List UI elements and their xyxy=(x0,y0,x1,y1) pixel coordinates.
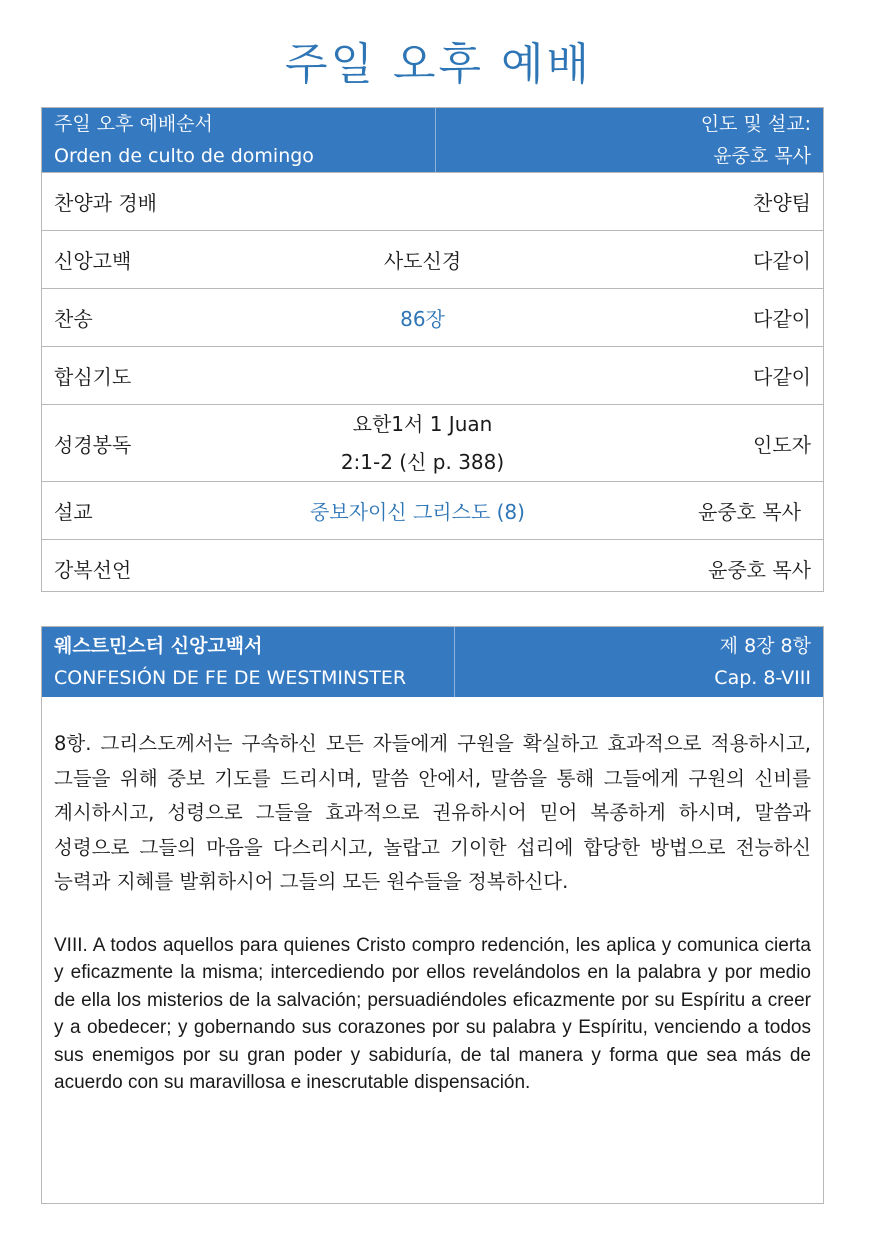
row-name: 신앙고백 xyxy=(54,249,132,273)
order-row xyxy=(42,539,823,596)
scripture-ref: 요한1서 1 Juan xyxy=(352,412,493,436)
row-name: 합심기도 xyxy=(54,365,132,389)
chapter-ko: 제 8장 8항 xyxy=(719,635,811,657)
row-name: 찬양과 경배 xyxy=(54,191,157,215)
confession-title-es: CONFESIÓN DE FE DE WESTMINSTER xyxy=(54,667,407,689)
sermon-title: 중보자이신 그리스도 (8) xyxy=(310,500,525,524)
leader-label: 인도 및 설교: xyxy=(700,113,811,135)
row-by: 다같이 xyxy=(753,307,811,331)
confession-box xyxy=(41,626,824,1204)
order-row xyxy=(42,481,823,539)
row-by: 윤중호 목사 xyxy=(708,557,811,582)
chapter-es: Cap. 8-VIII xyxy=(714,667,811,689)
row-content: 사도신경 xyxy=(383,249,462,273)
row-by: 찬양팀 xyxy=(753,191,811,215)
order-title-es: Orden de culto de domingo xyxy=(54,145,314,167)
scripture-verse: 2:1-2 (신 p. 388) xyxy=(340,450,505,474)
confession-title-ko: 웨스트민스터 신앙고백서 xyxy=(54,635,263,657)
row-by: 윤중호 목사 xyxy=(698,500,801,524)
row-content: 86장 xyxy=(400,307,445,331)
order-row xyxy=(42,346,823,404)
order-row xyxy=(42,288,823,346)
row-name: 찬송 xyxy=(54,307,93,331)
row-content xyxy=(234,405,611,481)
page-title: 주일 오후 예배 xyxy=(285,39,592,90)
row-by: 인도자 xyxy=(753,432,811,457)
row-by: 다같이 xyxy=(753,249,811,273)
row-name: 성경봉독 xyxy=(54,432,132,457)
confession-text-korean: 8항. 그리스도께서는 구속하신 모든 자들에게 구원을 확실하고 효과적으로 적용하시고, 그들을 위해 중보 기도를 드리시며, 말씀 안에서, 말씀을 통해 그들에게 구원의 신비를 계시하시고, 성령으로 그들을 효과적으로 권유하시어 믿어 복종하게 하시며, 말씀과 성령으로 그들의 마음을 다스리시고, 놀랍고 기이한 섭리에 합당한 방법으로 전능하신 능력과 지혜를 발휘하시어 그들의 모든 원수들을 정복하신다. xyxy=(54,732,811,893)
leader-name: 윤중호 목사 xyxy=(713,145,811,167)
order-row xyxy=(42,404,823,481)
confession-text-spanish: VIII. A todos aquellos para quienes Cristo compro redención, les aplica y comunica cierta y eficazmente la misma; intercediendo por ellos revelándolos en la palabra y por medio de ella los misterios de la salvación; persuadiéndoles eficazmente por su Espíritu a creer y a obedecer; y gobernando sus corazones por su palabra y Espíritu, venciendo a todos sus enemigos por su gran poder y sabiduría, de tal manera y forma que sea más de acuerdo con su maravillosa e inescrutable dispensación. xyxy=(54,934,811,1093)
confession-header xyxy=(42,627,823,697)
order-header xyxy=(42,108,823,172)
order-row xyxy=(42,230,823,288)
row-name: 강복선언 xyxy=(54,557,132,582)
row-by: 다같이 xyxy=(753,365,811,389)
order-of-service-table xyxy=(41,107,824,592)
order-row xyxy=(42,172,823,230)
order-title-ko: 주일 오후 예배순서 xyxy=(54,113,213,135)
row-name: 설교 xyxy=(54,500,93,524)
